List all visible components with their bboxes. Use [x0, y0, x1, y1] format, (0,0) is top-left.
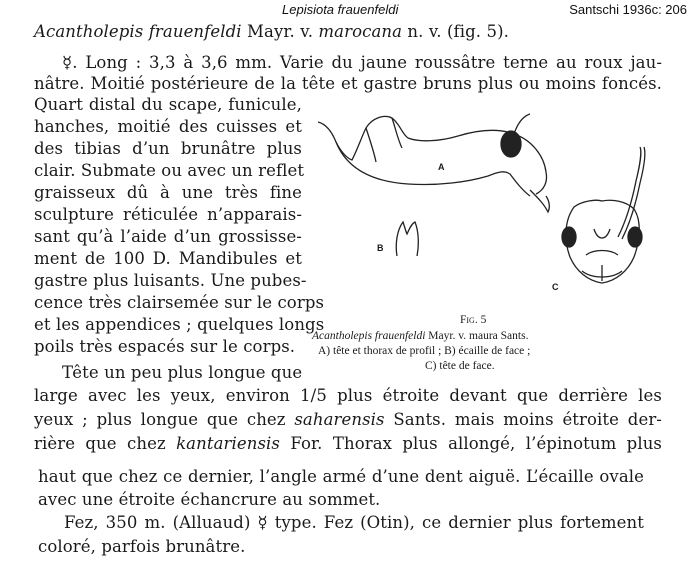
p2-text: rière que chez [34, 434, 166, 453]
p1-line: sculpture réticulée n’apparais- [34, 205, 302, 224]
p1-line: graisseux dû à une très fine [34, 183, 302, 202]
p2-line [34, 410, 662, 430]
p1-line: hanches, moitié des cuisses et [34, 117, 302, 136]
p2-line: avec une étroite échancrure au sommet. [38, 490, 381, 509]
heading-species: Acantholepis frauenfeldi [34, 22, 242, 41]
figure-label-b: B [377, 243, 384, 253]
figure-label-c: C [552, 282, 559, 292]
p2-line: haut que chez ce dernier, l’angle armé d’une dent aiguë. L’écaille ovale [38, 467, 644, 486]
p2-text: yeux ; plus longue que chez [34, 410, 286, 429]
p2-text: Sants. mais moins étroite der- [393, 410, 662, 429]
figure-caption-line1 [312, 329, 528, 344]
p3-line: Fez, 350 m. (Alluaud) ☿ type. Fez (Otin), ce dernier plus fortement [64, 513, 644, 532]
figure-b-scale-drawing [393, 218, 423, 258]
p1-line: nâtre. Moitié postérieure de la tête et gastre bruns plus ou moins foncés. [34, 74, 662, 93]
caption-text: Mayr. v. maura Sants. [428, 330, 529, 342]
page-header-citation: Santschi 1936c: 206 [569, 2, 687, 17]
p1-line: des tibias d’un brunâtre plus [34, 139, 302, 158]
p1-line: Quart distal du scape, funicule, [34, 95, 302, 114]
species-name: kantariensis [176, 434, 280, 453]
p1-line: poils très espacés sur le corps. [34, 337, 296, 356]
heading-variety: marocana [318, 22, 403, 41]
p1-line: clair. Submate ou avec un reflet [34, 161, 305, 180]
p1-line: ment de 100 D. Mandibules et [34, 249, 302, 268]
p1-line: sant qu’à l’aide d’un grossisse- [34, 227, 302, 246]
caption-species: Acantholepis frauenfeldi [312, 330, 426, 342]
species-name: saharensis [294, 410, 385, 429]
p1-line: gastre plus luisants. Une pubes- [34, 271, 307, 290]
figure-label-a: A [438, 162, 445, 172]
p3-line: coloré, parfois brunâtre. [38, 537, 246, 556]
p1-line: et les appendices ; quelques longs [34, 315, 325, 334]
p2-line: Tête un peu plus longue que [62, 363, 303, 382]
heading-suffix: n. v. (fig. 5). [407, 22, 509, 41]
p2-text: For. Thorax plus allongé, l’épinotum plus [290, 434, 662, 453]
p2-line [34, 434, 662, 454]
p2-line: large avec les yeux, environ 1/5 plus étroite devant que derrière les [34, 386, 662, 405]
p1-line: ☿. Long : 3,3 à 3,6 mm. Varie du jaune roussâtre terne au roux jau- [62, 53, 662, 72]
heading-author: Mayr. v. [247, 22, 314, 41]
figure-caption-line3: C) tête de face. [425, 360, 495, 372]
p1-line: cence très clairsemée sur le corps [34, 293, 325, 312]
species-heading [34, 22, 509, 42]
figure-caption-line2: A) tête et thorax de profil ; B) écaille de face ; [318, 345, 531, 357]
figure-c-head-drawing [556, 145, 646, 293]
page-header-title: Lepisiota frauenfeldi [282, 2, 399, 17]
figure-caption-title: Fig. 5 [460, 314, 487, 326]
